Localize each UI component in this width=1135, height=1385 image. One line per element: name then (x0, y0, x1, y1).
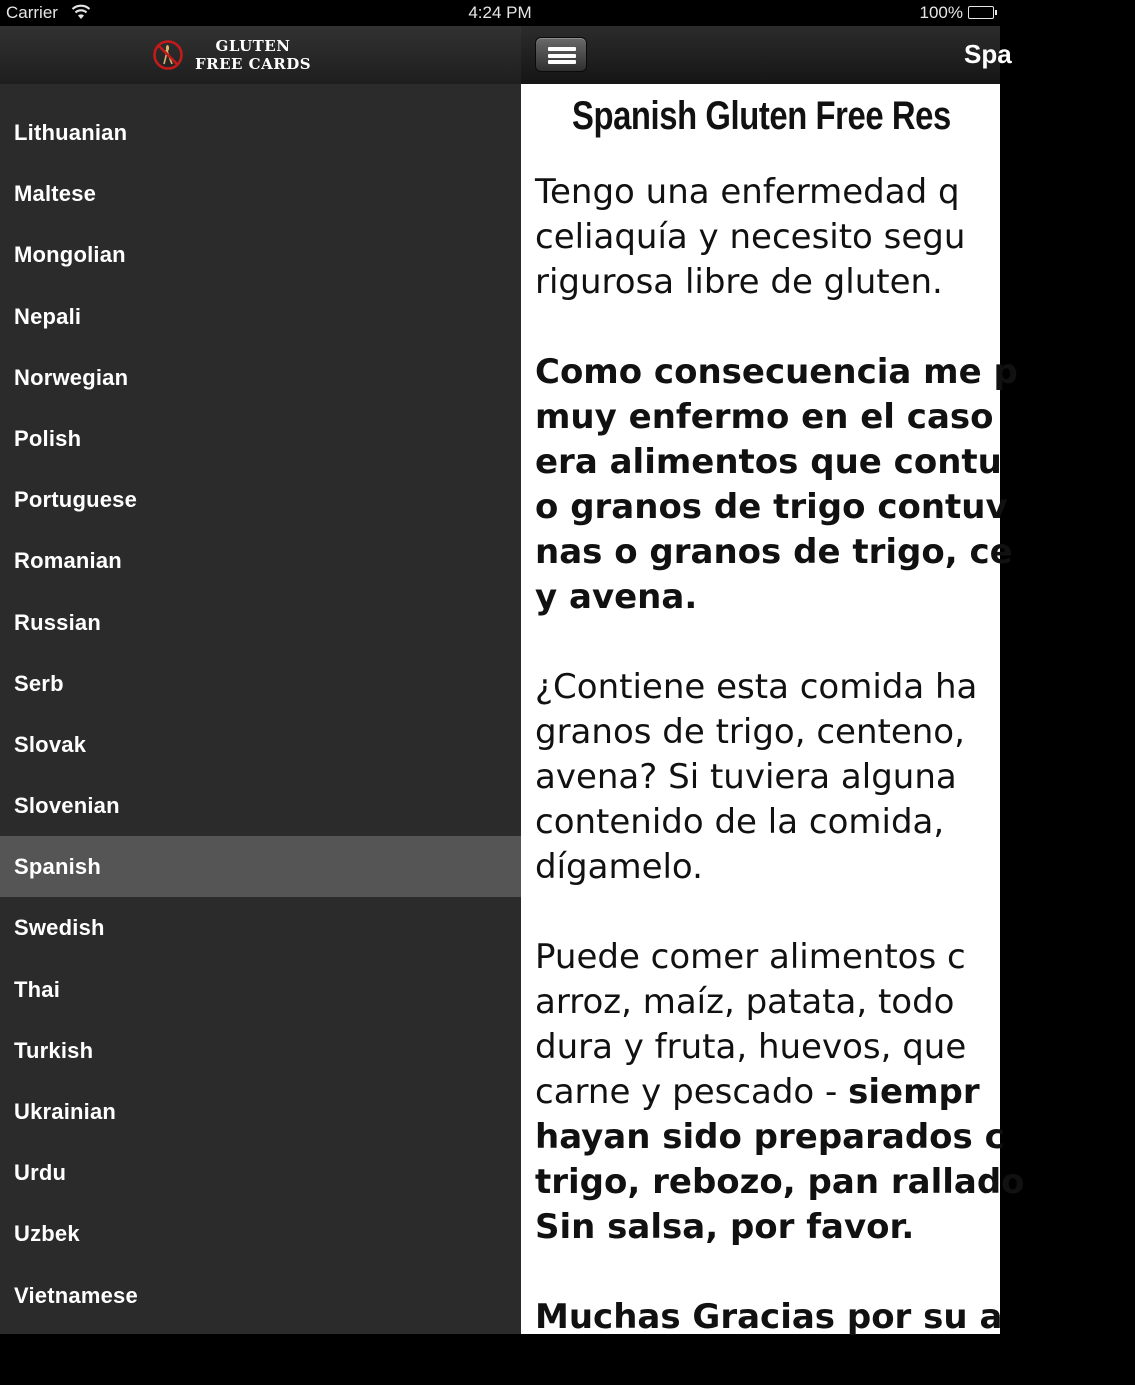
language-list (0, 84, 521, 1326)
card-paragraph-2: Como consecuencia me p muy enfermo en el caso era alimentos que contu o granos de trigo contuv nas o granos de trigo, ce y avena. (535, 352, 1018, 617)
menu-icon (548, 47, 576, 51)
sidebar-item-mongolian[interactable]: Mongolian (14, 242, 126, 268)
sidebar-item-norwegian[interactable]: Norwegian (14, 364, 129, 390)
sidebar-item-romanian[interactable]: Romanian (14, 548, 122, 574)
sidebar-item-nepali[interactable]: Nepali (14, 303, 82, 329)
card-body (535, 170, 1135, 1385)
sidebar-item-ukrainian[interactable]: Ukrainian (14, 1099, 117, 1124)
menu-button[interactable] (535, 37, 587, 72)
sidebar-item-urdu[interactable]: Urdu (14, 1160, 67, 1186)
sidebar-item-thai[interactable]: Thai (14, 976, 61, 1002)
sidebar-item-lithuanian[interactable]: Lithuanian (14, 120, 128, 145)
status-bar (0, 0, 1000, 26)
sidebar-item-maltese[interactable]: Maltese (14, 181, 97, 207)
card-paragraph-5: Muchas Gracias por su a (535, 1297, 1003, 1337)
app-logo (192, 37, 314, 73)
sidebar-header (0, 26, 521, 84)
battery-percent: 100% (919, 3, 963, 22)
card-paragraph-3: ¿Contiene esta comida ha granos de trigo, centeno, avena? Si tuviera alguna contenido de la comida, dígamelo. (535, 667, 978, 887)
no-wheat-icon (152, 39, 184, 71)
carrier-label: Carrier (6, 3, 58, 22)
clock: 4:24 PM (468, 3, 532, 22)
sidebar-item-slovenian[interactable]: Slovenian (14, 793, 120, 819)
sidebar-item-serb[interactable]: Serb (14, 670, 64, 696)
sidebar-item-portuguese[interactable]: Portuguese (14, 487, 138, 513)
language-sidebar (0, 84, 521, 1334)
card-title: Spanish Gluten Free Res (572, 94, 951, 138)
battery-icon (968, 6, 994, 19)
page-title: Spa (964, 39, 1012, 69)
card-paragraph-1: Tengo una enfermedad q celiaquía y necesito segu rigurosa libre de gluten. (535, 172, 966, 302)
restaurant-card (521, 84, 1025, 1337)
sidebar-item-vietnamese[interactable]: Vietnamese (14, 1282, 138, 1308)
sidebar-item-swedish[interactable]: Swedish (14, 915, 105, 941)
sidebar-item-slovak[interactable]: Slovak (14, 731, 87, 757)
logo-line-2: FREE CARDS (194, 55, 312, 73)
card-paragraph-4: Puede comer alimentos c arroz, maíz, patata, todo dura y fruta, huevos, que carne y pescado - siempr hayan sido preparados c trigo, rebozo, pan rallado Sin salsa, por favor. (535, 937, 1025, 1247)
content-header (521, 26, 1012, 84)
logo-line-1: GLUTEN (215, 37, 291, 55)
sidebar-item-turkish[interactable]: Turkish (14, 1037, 94, 1063)
sidebar-item-russian[interactable]: Russian (14, 609, 101, 635)
sidebar-item-uzbek[interactable]: Uzbek (14, 1221, 80, 1247)
sidebar-item-spanish[interactable]: Spanish (0, 836, 521, 897)
sidebar-item-polish[interactable]: Polish (14, 425, 82, 451)
